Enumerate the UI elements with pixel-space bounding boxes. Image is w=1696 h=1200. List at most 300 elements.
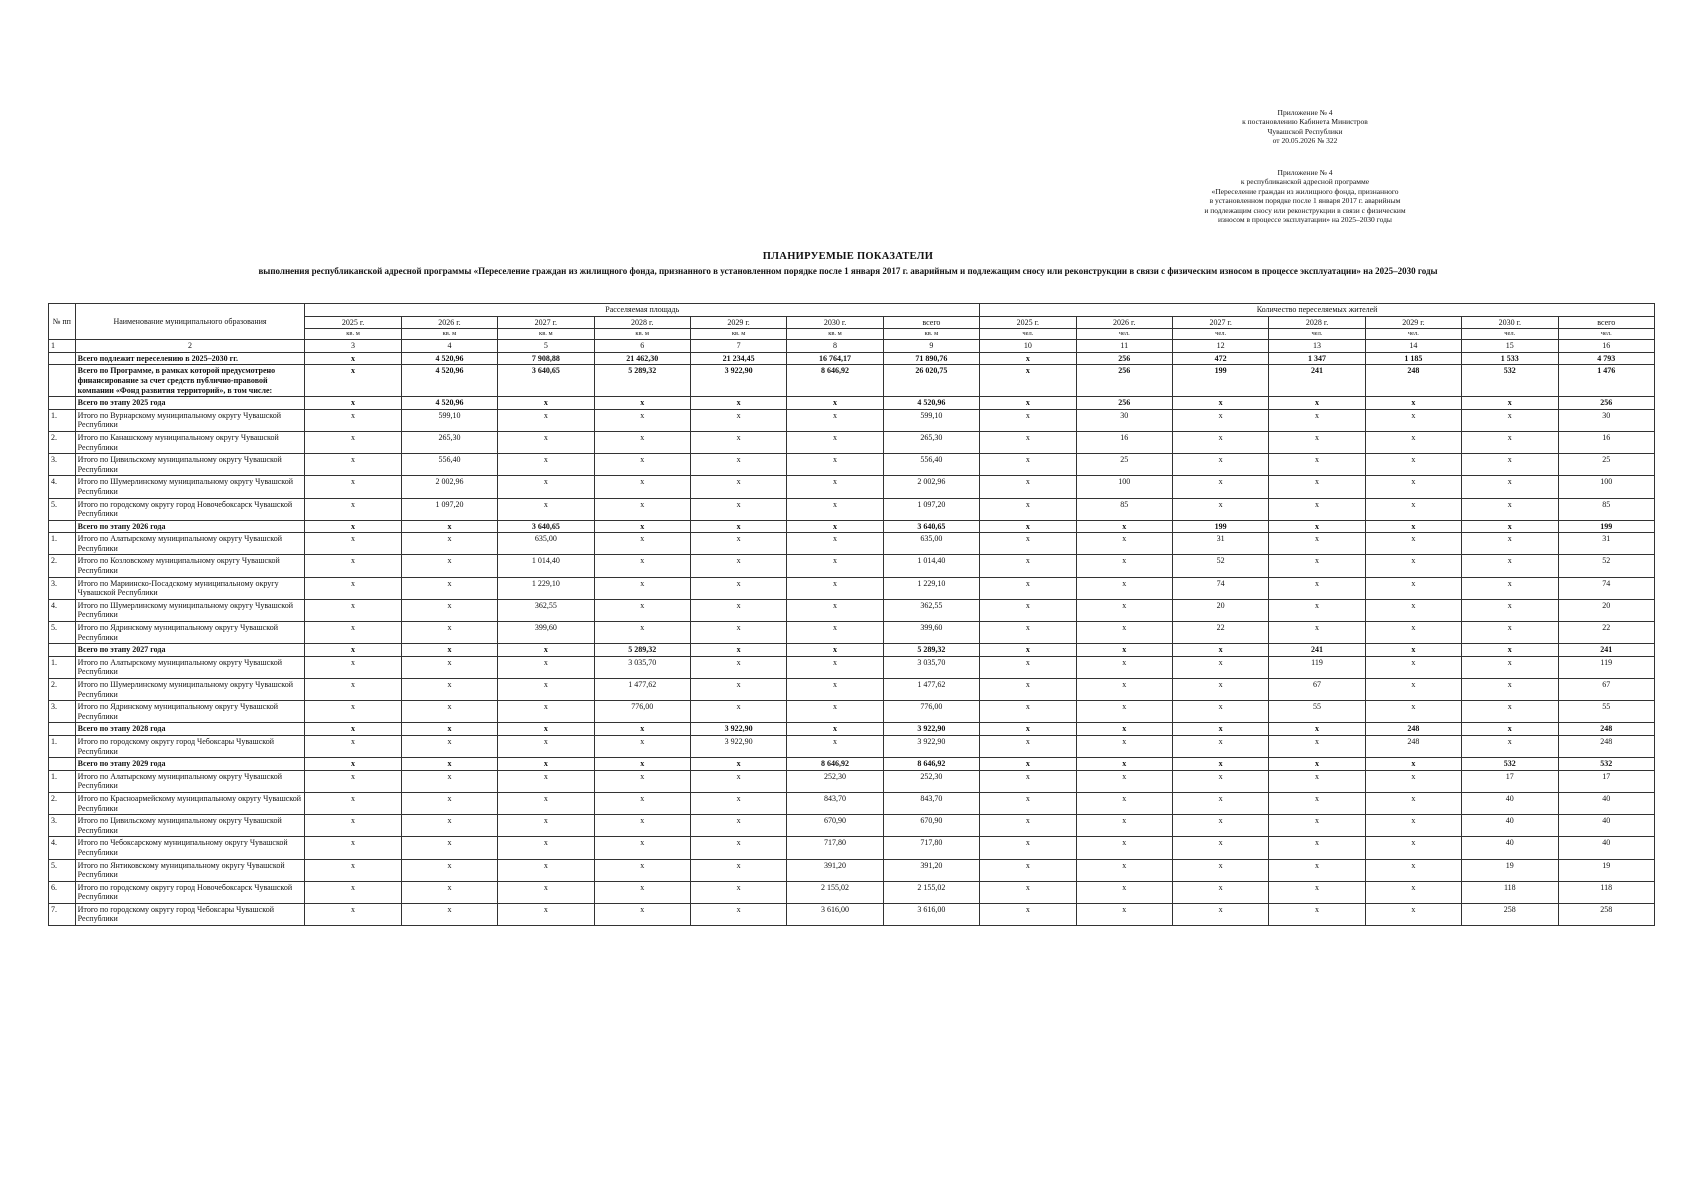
people-value: x [980, 555, 1076, 577]
area-value: x [305, 679, 401, 701]
area-value: x [690, 622, 786, 644]
area-group-header: Расселяемая площадь [305, 304, 980, 317]
area-value: x [594, 577, 690, 599]
area-value: x [787, 520, 883, 533]
area-value: x [690, 644, 786, 657]
municipality-name: Итого по Козловскому муниципальному округу Чувашской Республики [75, 555, 305, 577]
area-value: x [498, 770, 594, 792]
appendix-line: Приложение № 4 [1277, 168, 1333, 177]
people-group-header: Количество переселяемых жителей [980, 304, 1655, 317]
area-value: 1 477,62 [883, 679, 979, 701]
people-value: x [1172, 903, 1268, 925]
people-value: 248 [1365, 735, 1461, 757]
area-value: x [305, 555, 401, 577]
people-value: x [980, 599, 1076, 621]
people-value: x [1269, 770, 1365, 792]
table-row [49, 656, 1655, 678]
area-value: 265,30 [883, 431, 979, 453]
area-value: 252,30 [787, 770, 883, 792]
people-value: x [1076, 770, 1172, 792]
municipality-name: Всего подлежит переселению в 2025–2030 гг. [75, 352, 305, 365]
people-value: x [980, 352, 1076, 365]
appendix-line: Приложение № 4 [1277, 108, 1333, 117]
row-number: 2. [49, 431, 76, 453]
area-value: x [305, 498, 401, 520]
municipality-name: Итого по Канашскому муниципальному округу Чувашской Республики [75, 431, 305, 453]
area-value: 4 520,96 [401, 365, 497, 397]
people-value: 16 [1076, 431, 1172, 453]
area-value: x [498, 903, 594, 925]
area-value: x [690, 679, 786, 701]
people-value: x [1076, 903, 1172, 925]
area-value: x [305, 770, 401, 792]
area-value: x [305, 352, 401, 365]
people-value: 241 [1558, 644, 1655, 657]
total-row [49, 758, 1655, 771]
year-header: 2025 г. [980, 316, 1076, 329]
table-row [49, 881, 1655, 903]
people-value: x [1365, 409, 1461, 431]
column-index: 13 [1269, 340, 1365, 353]
people-value: x [1365, 837, 1461, 859]
people-value: x [1365, 881, 1461, 903]
row-number: 2. [49, 679, 76, 701]
people-value: 40 [1462, 815, 1558, 837]
column-index: 11 [1076, 340, 1172, 353]
table-row [49, 498, 1655, 520]
people-value: 100 [1076, 476, 1172, 498]
area-value: 5 289,32 [883, 644, 979, 657]
area-value: 3 922,90 [883, 723, 979, 736]
people-value: x [1172, 758, 1268, 771]
area-value: x [498, 735, 594, 757]
area-value: 4 520,96 [401, 397, 497, 410]
total-row [49, 397, 1655, 410]
area-value: x [498, 792, 594, 814]
area-value: 3 035,70 [594, 656, 690, 678]
people-value: x [1462, 498, 1558, 520]
people-value: x [1172, 454, 1268, 476]
people-value: x [980, 903, 1076, 925]
total-row [49, 365, 1655, 397]
area-value: x [594, 599, 690, 621]
area-value: x [594, 881, 690, 903]
people-value: x [1172, 476, 1268, 498]
row-number [49, 520, 76, 533]
people-value: 256 [1076, 397, 1172, 410]
people-value: x [1365, 770, 1461, 792]
people-value: 74 [1172, 577, 1268, 599]
people-value: 22 [1558, 622, 1655, 644]
row-number: 1. [49, 533, 76, 555]
unit-header: кв. м [401, 329, 497, 340]
area-value: x [690, 555, 786, 577]
unit-header: кв. м [594, 329, 690, 340]
people-value: x [1172, 837, 1268, 859]
municipality-name: Итого по Шумерлинскому муниципальному округу Чувашской Республики [75, 599, 305, 621]
table-row [49, 903, 1655, 925]
area-value: x [594, 533, 690, 555]
area-value: 71 890,76 [883, 352, 979, 365]
people-value: x [980, 365, 1076, 397]
area-value: 1 229,10 [498, 577, 594, 599]
people-value: x [980, 815, 1076, 837]
row-number: 2. [49, 792, 76, 814]
unit-header: чел. [1172, 329, 1268, 340]
area-value: 21 234,45 [690, 352, 786, 365]
area-value: x [401, 859, 497, 881]
area-value: 8 646,92 [787, 758, 883, 771]
area-value: x [498, 431, 594, 453]
appendix-line: в установленном порядке после 1 января 2017 г. аварийным [1209, 196, 1401, 206]
column-index: 15 [1462, 340, 1558, 353]
area-value: x [498, 837, 594, 859]
table-row [49, 792, 1655, 814]
area-value: x [690, 656, 786, 678]
people-value: 1 185 [1365, 352, 1461, 365]
area-value: x [594, 815, 690, 837]
year-header: 2030 г. [1462, 316, 1558, 329]
municipality-name: Итого по Алатырскому муниципальному округу Чувашской Республики [75, 656, 305, 678]
people-value: 1 476 [1558, 365, 1655, 397]
area-value: x [305, 533, 401, 555]
municipality-name: Итого по Цивильскому муниципальному округу Чувашской Республики [75, 815, 305, 837]
table-row [49, 622, 1655, 644]
area-value: x [690, 599, 786, 621]
area-value: x [690, 431, 786, 453]
row-number [49, 352, 76, 365]
area-value: 635,00 [883, 533, 979, 555]
people-value: x [1365, 815, 1461, 837]
municipality-name: Всего по этапу 2028 года [75, 723, 305, 736]
people-value: x [1269, 454, 1365, 476]
area-value: x [305, 758, 401, 771]
people-value: x [1269, 837, 1365, 859]
people-value: x [1365, 599, 1461, 621]
people-value: x [1462, 701, 1558, 723]
column-index: 14 [1365, 340, 1461, 353]
area-value: x [690, 498, 786, 520]
area-value: x [594, 792, 690, 814]
column-index: 6 [594, 340, 690, 353]
area-value: 4 520,96 [883, 397, 979, 410]
municipality-name: Итого по городскому округу город Новочебоксарск Чувашской Республики [75, 881, 305, 903]
people-value: x [1269, 723, 1365, 736]
people-value: x [1365, 859, 1461, 881]
people-value: 85 [1076, 498, 1172, 520]
unit-header: чел. [1269, 329, 1365, 340]
people-value: 199 [1172, 520, 1268, 533]
people-value: 67 [1269, 679, 1365, 701]
row-number [49, 723, 76, 736]
area-value: x [305, 656, 401, 678]
area-value: x [498, 397, 594, 410]
area-value: 16 764,17 [787, 352, 883, 365]
area-value: x [401, 701, 497, 723]
people-value: 31 [1172, 533, 1268, 555]
people-value: x [1172, 735, 1268, 757]
people-value: x [1076, 533, 1172, 555]
area-value: x [787, 555, 883, 577]
people-value: x [1462, 679, 1558, 701]
people-value: x [1365, 498, 1461, 520]
unit-header: чел. [980, 329, 1076, 340]
people-value: 258 [1462, 903, 1558, 925]
area-value: x [787, 431, 883, 453]
year-header: 2030 г. [787, 316, 883, 329]
table-row [49, 859, 1655, 881]
year-header: 2029 г. [690, 316, 786, 329]
area-value: 252,30 [883, 770, 979, 792]
people-value: x [1365, 701, 1461, 723]
people-value: x [1365, 397, 1461, 410]
people-value: x [1076, 701, 1172, 723]
people-value: x [1462, 454, 1558, 476]
area-value: 3 035,70 [883, 656, 979, 678]
people-value: x [1462, 397, 1558, 410]
people-value: x [980, 656, 1076, 678]
municipality-name: Итого по Ядринскому муниципальному округу Чувашской Республики [75, 701, 305, 723]
appendix-line: износом в процессе эксплуатации» на 2025–2030 годы [1218, 215, 1392, 225]
people-value: 74 [1558, 577, 1655, 599]
row-number [49, 758, 76, 771]
column-index: 7 [690, 340, 786, 353]
people-value: x [1076, 758, 1172, 771]
municipality-name: Итого по Вурнарскому муниципальному округу Чувашской Республики [75, 409, 305, 431]
people-value: x [1172, 881, 1268, 903]
area-value: x [305, 622, 401, 644]
area-value: 776,00 [594, 701, 690, 723]
col-name-header: Наименование муниципального образования [75, 304, 305, 340]
area-value: x [498, 723, 594, 736]
people-value: x [980, 758, 1076, 771]
appendix-line: «Переселение граждан из жилищного фонда, признанного [1211, 186, 1399, 196]
municipality-name: Итого по Красноармейскому муниципальному округу Чувашской Республики [75, 792, 305, 814]
column-index: 3 [305, 340, 401, 353]
people-value: x [1462, 431, 1558, 453]
area-value: x [498, 656, 594, 678]
area-value: 843,70 [787, 792, 883, 814]
municipality-name: Итого по городскому округу город Новочебоксарск Чувашской Республики [75, 498, 305, 520]
area-value: x [401, 792, 497, 814]
row-number: 1. [49, 770, 76, 792]
people-value: x [1365, 454, 1461, 476]
year-header: всего [1558, 316, 1655, 329]
municipality-name: Всего по этапу 2027 года [75, 644, 305, 657]
year-header: 2027 г. [498, 316, 594, 329]
area-value: x [787, 599, 883, 621]
unit-header: кв. м [690, 329, 786, 340]
area-value: x [594, 837, 690, 859]
people-value: 25 [1558, 454, 1655, 476]
people-value: x [1462, 644, 1558, 657]
area-value: 3 616,00 [787, 903, 883, 925]
people-value: x [980, 881, 1076, 903]
area-value: x [401, 520, 497, 533]
row-number: 4. [49, 837, 76, 859]
people-value: x [1365, 758, 1461, 771]
people-value: 55 [1269, 701, 1365, 723]
table-row [49, 735, 1655, 757]
people-value: x [1076, 599, 1172, 621]
people-value: 248 [1558, 735, 1655, 757]
municipality-name: Итого по Ядринскому муниципальному округу Чувашской Республики [75, 622, 305, 644]
table-row [49, 533, 1655, 555]
area-value: x [690, 397, 786, 410]
people-value: x [1076, 656, 1172, 678]
area-value: 1 014,40 [883, 555, 979, 577]
column-index: 16 [1558, 340, 1655, 353]
area-value: 599,10 [401, 409, 497, 431]
people-value: 532 [1462, 365, 1558, 397]
program-appendix-header [1150, 168, 1460, 224]
people-value: x [1076, 723, 1172, 736]
people-value: x [1076, 577, 1172, 599]
people-value: x [1269, 792, 1365, 814]
area-value: x [690, 815, 786, 837]
area-value: x [690, 577, 786, 599]
area-value: 3 922,90 [883, 735, 979, 757]
area-value: 670,90 [787, 815, 883, 837]
people-value: x [1462, 520, 1558, 533]
people-value: x [1076, 792, 1172, 814]
people-value: x [1365, 577, 1461, 599]
area-value: 556,40 [401, 454, 497, 476]
row-number: 5. [49, 498, 76, 520]
people-value: x [1462, 622, 1558, 644]
people-value: x [1076, 622, 1172, 644]
area-value: 3 640,65 [883, 520, 979, 533]
area-value: x [305, 815, 401, 837]
area-value: 4 520,96 [401, 352, 497, 365]
area-value: x [594, 397, 690, 410]
people-value: x [1076, 555, 1172, 577]
people-value: x [1269, 577, 1365, 599]
people-value: x [1076, 520, 1172, 533]
people-value: 22 [1172, 622, 1268, 644]
row-number: 3. [49, 577, 76, 599]
people-value: x [1462, 723, 1558, 736]
area-value: x [305, 409, 401, 431]
people-value: x [1365, 903, 1461, 925]
row-number [49, 397, 76, 410]
people-value: 118 [1462, 881, 1558, 903]
people-value: 258 [1558, 903, 1655, 925]
people-value: 1 533 [1462, 352, 1558, 365]
people-value: 31 [1558, 533, 1655, 555]
people-value: x [1172, 792, 1268, 814]
area-value: x [787, 476, 883, 498]
area-value: x [305, 723, 401, 736]
area-value: 2 002,96 [401, 476, 497, 498]
people-value: x [1462, 476, 1558, 498]
area-value: 670,90 [883, 815, 979, 837]
area-value: x [498, 476, 594, 498]
area-value: x [787, 679, 883, 701]
area-value: x [787, 577, 883, 599]
area-value: x [401, 723, 497, 736]
people-value: 256 [1558, 397, 1655, 410]
people-value: x [1269, 476, 1365, 498]
people-value: x [980, 792, 1076, 814]
municipality-name: Итого по Янтиковскому муниципальному округу Чувашской Республики [75, 859, 305, 881]
table-row [49, 409, 1655, 431]
area-value: x [498, 409, 594, 431]
people-value: 532 [1462, 758, 1558, 771]
municipality-name: Итого по Цивильскому муниципальному округу Чувашской Республики [75, 454, 305, 476]
unit-header: чел. [1462, 329, 1558, 340]
area-value: x [690, 903, 786, 925]
people-value: 52 [1172, 555, 1268, 577]
people-value: x [980, 644, 1076, 657]
column-index: 1 [49, 340, 76, 353]
people-value: x [1076, 679, 1172, 701]
indicators-table [48, 303, 1655, 926]
area-value: x [305, 454, 401, 476]
people-value: x [980, 397, 1076, 410]
area-value: 1 014,40 [498, 555, 594, 577]
people-value: 30 [1076, 409, 1172, 431]
area-value: 3 640,65 [498, 520, 594, 533]
people-value: 248 [1558, 723, 1655, 736]
year-header: 2025 г. [305, 316, 401, 329]
area-value: x [690, 837, 786, 859]
row-number: 3. [49, 454, 76, 476]
people-value: 248 [1365, 723, 1461, 736]
area-value: x [401, 881, 497, 903]
column-index: 10 [980, 340, 1076, 353]
people-value: x [1269, 498, 1365, 520]
area-value: x [401, 837, 497, 859]
people-value: x [1462, 533, 1558, 555]
document-title: ПЛАНИРУЕМЫЕ ПОКАЗАТЕЛИ [762, 251, 934, 262]
people-value: 40 [1558, 837, 1655, 859]
area-value: x [690, 859, 786, 881]
people-value: x [1172, 701, 1268, 723]
table-row [49, 476, 1655, 498]
row-number: 4. [49, 476, 76, 498]
table-row [49, 701, 1655, 723]
people-value: 16 [1558, 431, 1655, 453]
people-value: x [1365, 520, 1461, 533]
row-number: 1. [49, 409, 76, 431]
people-value: x [1365, 644, 1461, 657]
people-value: x [1172, 770, 1268, 792]
area-value: x [305, 792, 401, 814]
people-value: x [1269, 859, 1365, 881]
people-value: 472 [1172, 352, 1268, 365]
area-value: 265,30 [401, 431, 497, 453]
area-value: 556,40 [883, 454, 979, 476]
people-value: 118 [1558, 881, 1655, 903]
total-row [49, 352, 1655, 365]
people-value: 40 [1462, 792, 1558, 814]
area-value: 399,60 [498, 622, 594, 644]
people-value: x [980, 498, 1076, 520]
area-value: x [498, 758, 594, 771]
area-value: x [498, 815, 594, 837]
row-number: 3. [49, 701, 76, 723]
area-value: x [305, 577, 401, 599]
area-value: x [498, 701, 594, 723]
area-value: x [594, 903, 690, 925]
people-value: x [1365, 679, 1461, 701]
area-value: x [305, 599, 401, 621]
municipality-name: Всего по Программе, в рамках которой предусмотрено финансирование за счет средств публично-правовой компании «Фонд развития территорий», в том числе: [75, 365, 305, 397]
area-value: 2 155,02 [787, 881, 883, 903]
table-row [49, 815, 1655, 837]
people-value: x [1365, 656, 1461, 678]
